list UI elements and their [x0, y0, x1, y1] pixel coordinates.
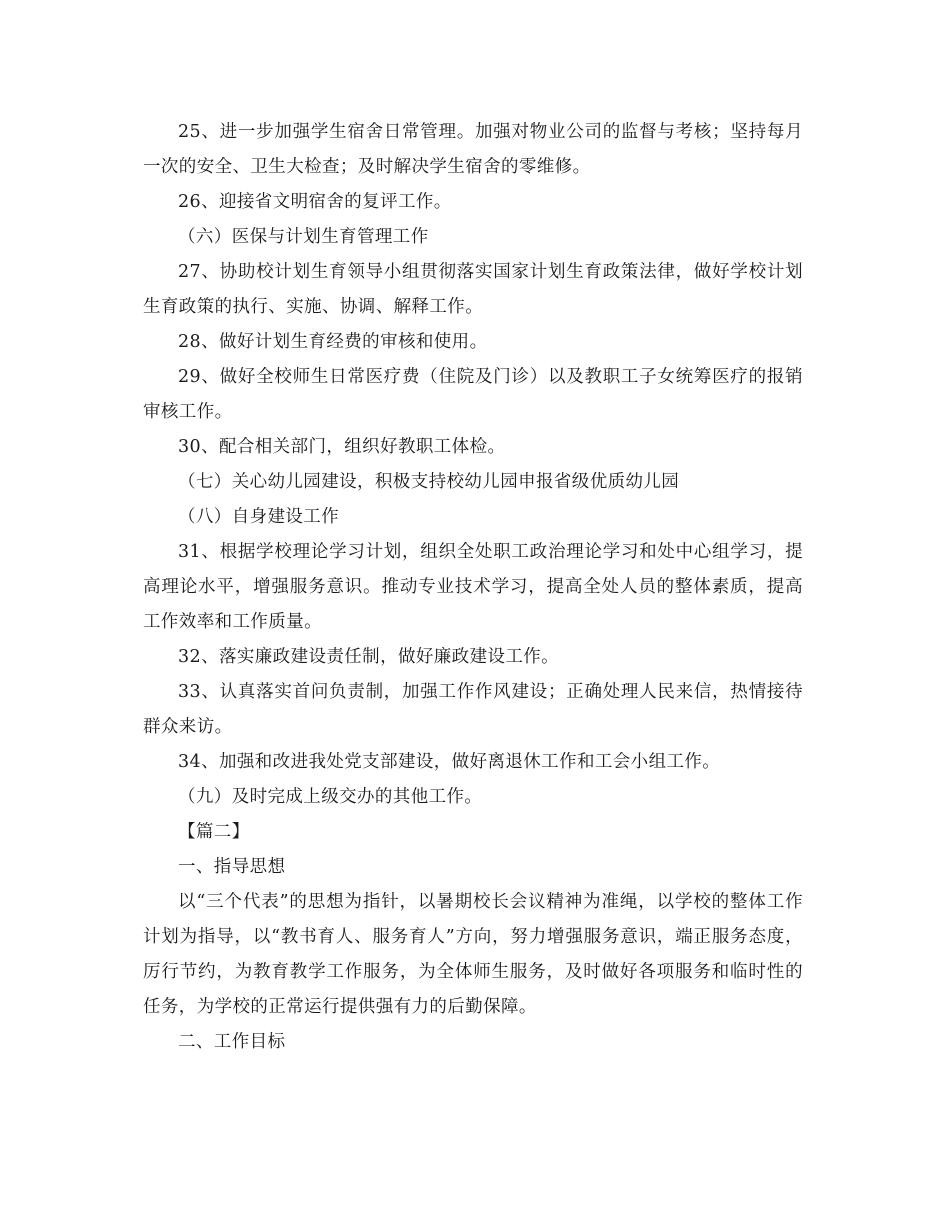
- paragraph-30: 30、配合相关部门，组织好教职工体检。: [178, 437, 506, 457]
- guiding-ideology-paragraph: 以“三个代表”的思想为指针，以暑期校长会议精神为准绳，以学校的整体工作计划为指导，以“教书育人、服务育人”方向，努力增强服务意识，端正服务态度，厉行节约，为教育教学工作服务，为全体师生服务，及时做好各项服务和临时性的任务，为学校的正常运行提供强有力的后勤保障。: [143, 892, 803, 1017]
- document-page: [143, 115, 803, 1060]
- paragraph-29: 29、做好全校师生日常医疗费（住院及门诊）以及教职工子女统筹医疗的报销审核工作。: [143, 367, 803, 422]
- paragraph-31: 31、根据学校理论学习计划，组织全处职工政治理论学习和处中心组学习，提高理论水平，增强服务意识。推动专业技术学习，提高全处人员的整体素质，提高工作效率和工作质量。: [143, 542, 803, 632]
- paragraph-27: 27、协助校计划生育领导小组贯彻落实国家计划生育政策法律，做好学校计划生育政策的执行、实施、协调、解释工作。: [143, 262, 803, 317]
- paragraph-34: 34、加强和改进我处党支部建设，做好离退休工作和工会小组工作。: [178, 752, 721, 772]
- section-heading-9: （九）及时完成上级交办的其他工作。: [178, 787, 483, 807]
- part-heading: 【篇二】: [178, 822, 250, 842]
- paragraph-32: 32、落实廉政建设责任制，做好廉政建设工作。: [178, 647, 560, 667]
- paragraph-26: 26、迎接省文明宿舍的复评工作。: [178, 192, 452, 212]
- section-heading-6: （六）医保与计划生育管理工作: [178, 227, 429, 247]
- section-heading-7: （七）关心幼儿园建设，积极支持校幼儿园申报省级优质幼儿园: [178, 472, 680, 492]
- work-goals-heading: 二、工作目标: [178, 1032, 286, 1052]
- paragraph-25: 25、进一步加强学生宿舍日常管理。加强对物业公司的监督与考核；坚持每月一次的安全、卫生大检查；及时解决学生宿舍的零维修。: [143, 122, 803, 177]
- guiding-ideology-heading: 一、指导思想: [178, 857, 286, 877]
- paragraph-28: 28、做好计划生育经费的审核和使用。: [178, 332, 488, 352]
- paragraph-33: 33、认真落实首问负责制，加强工作作风建设；正确处理人民来信，热情接待群众来访。: [143, 682, 803, 737]
- section-heading-8: （八）自身建设工作: [178, 507, 340, 527]
